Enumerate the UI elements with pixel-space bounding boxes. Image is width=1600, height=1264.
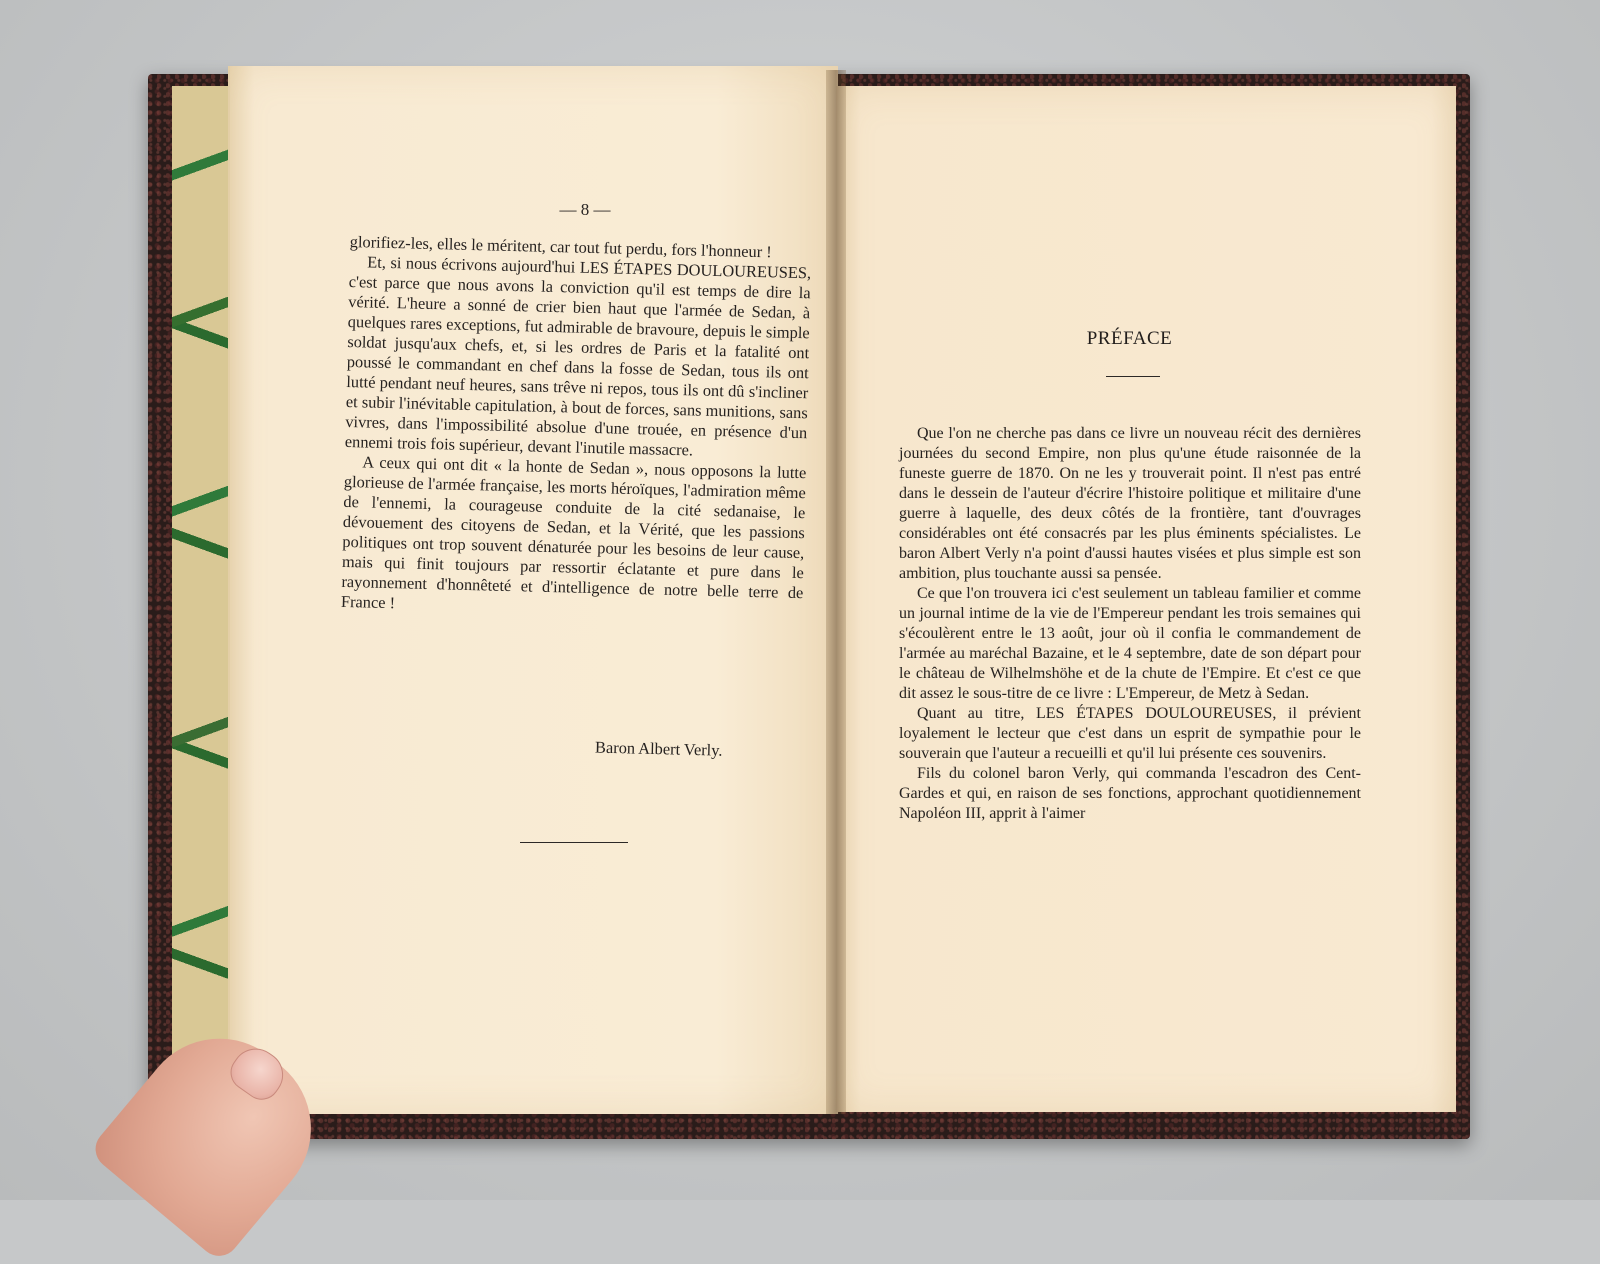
paragraph: Ce que l'on trouvera ici c'est seulement un tableau familier et comme un journal intime de la vie de l'Empereur pendant les trois semaines qui s'écoulèrent entre le 13 août, jour où il confia le commandement de l'armée au maréchal Bazaine, et le 4 septembre, date de son départ pour le château de Wilhelmshöhe et de la chute de l'Empire. Et c'est ce que dit assez le sous-titre de ce livre : L'Empereur, de Metz à Sedan. [899, 585, 1361, 702]
paragraph: Que l'on ne cherche pas dans ce livre un nouveau récit des dernières journées du second Empire, non plus qu'une étude raisonnée de la funeste guerre de 1870. On ne les y trouverait point. Il n'est pas entré dans le dessein de l'auteur d'écrire l'histoire politique et militaire d'une guerre à laquelle, des deux côtés de la frontière, tant d'ouvrages considérables ont été consacrés par les plus éminents spécialistes. Le baron Albert Verly n'a point d'aussi hautes visées et plus simple est son ambition, plus touchante aussi sa pensée. [899, 425, 1361, 582]
paragraph: Fils du colonel baron Verly, qui commanda l'escadron des Cent-Gardes et qui, en raison de ses fonctions, approchant quotidiennement Napoléon III, apprit à l'aimer [899, 765, 1361, 822]
paragraph: Quant au titre, LES ÉTAPES DOULOUREUSES, il prévient loyalement le lecteur que c'est dans un esprit de sympathie pour le souverain que l'auteur a recueilli et qu'il lui présente ces souvenirs. [899, 705, 1361, 762]
title-rule [1106, 376, 1160, 377]
book-gutter [826, 70, 846, 1114]
marbled-endpaper [172, 86, 228, 1116]
page-number: — 8 — [559, 200, 611, 219]
paragraph: A ceux qui ont dit « la honte de Sedan », nous opposons la lutte glorieuse de l'armée française, les morts héroïques, l'admiration même de l'ennemi, la courageuse conduite de la cité sedanaise, le dévouement des citoyens de Sedan, et la Vérité, que les passions politiques ont trop souvent dénaturée pour les besoins de leur cause, mais qui finit toujours par ressortir éclatante et pure dans le rayonnement d'honnêteté et d'intelligence de notre belle terre de France ! [340, 452, 807, 613]
end-rule [520, 842, 628, 843]
paragraph: glorifiez-les, elles le méritent, car tout fut perdu, fors l'honneur ! [349, 232, 773, 262]
right-page-text [899, 424, 1361, 824]
author-signature: Baron Albert Verly. [594, 737, 723, 760]
paragraph: Et, si nous écrivons aujourd'hui LES ÉTAPES DOULOUREUSES, c'est parce que nous avons la conviction qu'il est temps de dire la vérité. L'heure a sonné de crier bien haut que l'armée de Sedan, à quelques rares exceptions, fut admirable de bravoure, depuis le simple soldat jusqu'aux chefs, et, si les ordres de Paris et la fatalité ont poussé le commandant en chef dans la fosse de Sedan, tous ils ont lutté pendant neuf heures, sans trêve ni repos, tous ils ont dû s'incliner et subir l'inévitable capitulation, à bout de forces, sans munitions, sans vivres, dans l'impossibilité absolue d'une trouée, en présence d'un ennemi trois fois supérieur, devant l'inutile massacre. [344, 252, 812, 460]
preface-title: PRÉFACE [1086, 328, 1173, 349]
left-page-text [341, 232, 812, 623]
